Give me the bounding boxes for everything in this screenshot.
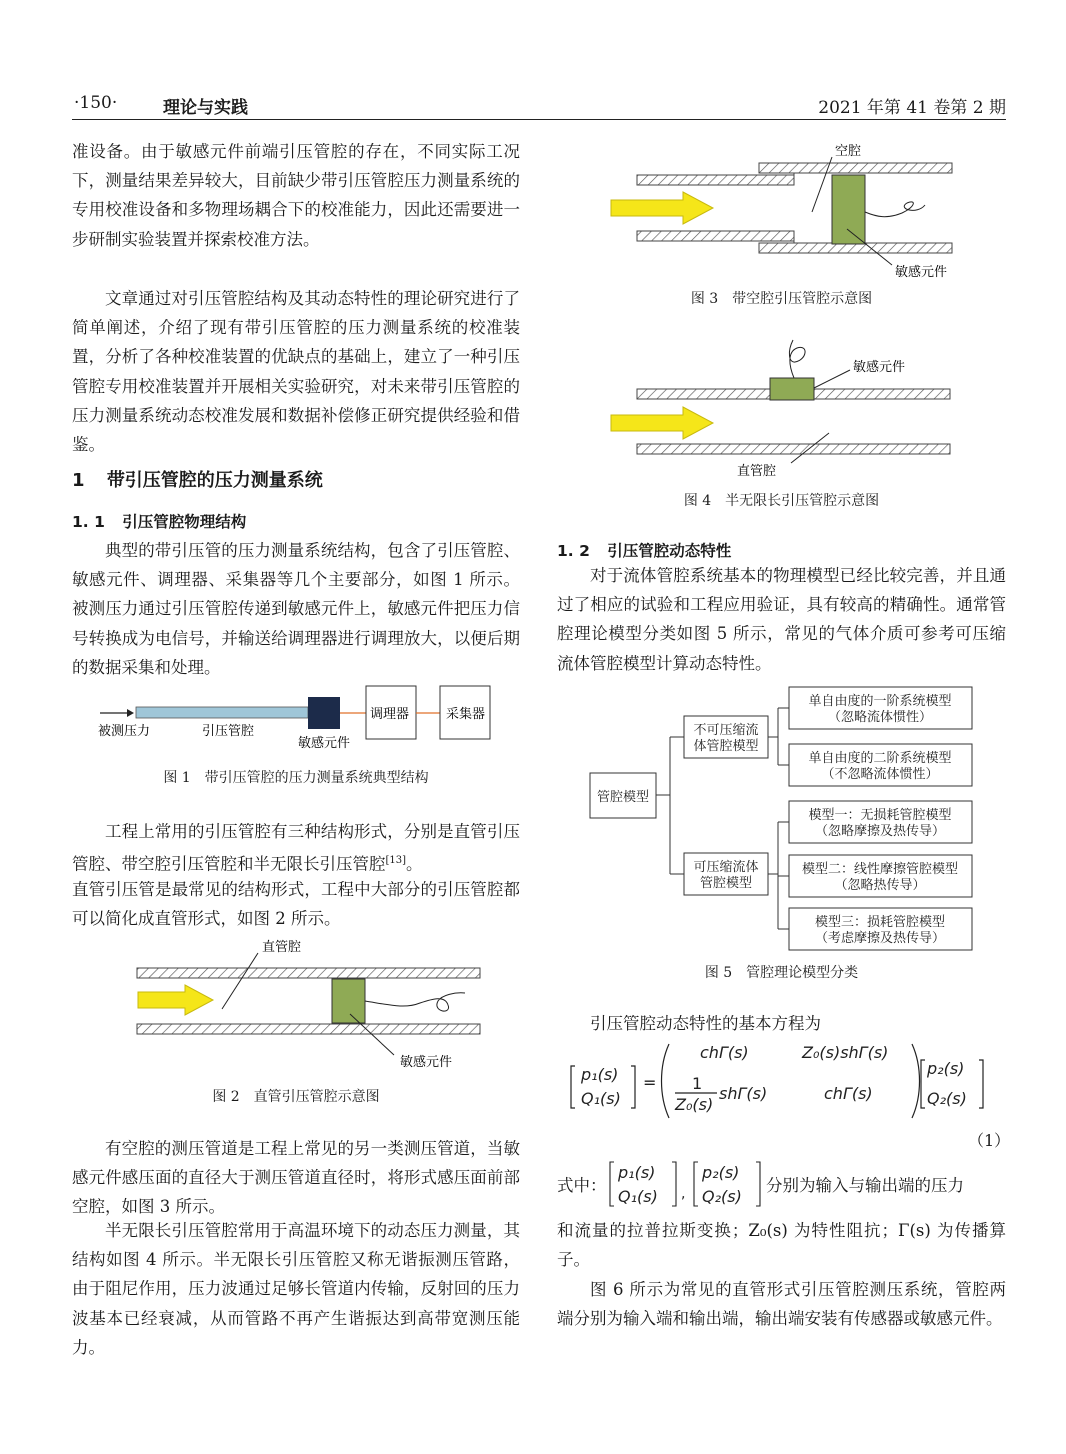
cavity-wall-top — [759, 163, 952, 173]
flow-arrow — [611, 192, 713, 224]
figure-1 — [72, 685, 520, 760]
figure-1-caption: 图 1 带引压管腔的压力测量系统典型结构 — [163, 770, 429, 786]
sensor-element — [832, 175, 865, 244]
paragraph-4-end: 。 — [406, 854, 423, 874]
bracket-right-open — [921, 1060, 925, 1108]
label-straight-tube: 直管腔 — [262, 940, 302, 955]
where-suffix: 分别为输入与输出端的压力 — [766, 1176, 964, 1195]
leaf-3-line2: （忽略摩擦及热传导） — [814, 824, 946, 839]
label-straight-tube: 直管腔 — [737, 464, 777, 479]
eq-m11: chΓ(s) — [700, 1043, 749, 1062]
where-p2: p₂(s) — [702, 1163, 740, 1182]
tube-bar — [136, 707, 308, 718]
where-prefix: 式中： — [557, 1176, 607, 1195]
where-comma: , — [681, 1186, 686, 1202]
issue-info: 2021 年第 41 卷第 2 期 — [818, 98, 1006, 118]
label-pressure: 被测压力 — [98, 724, 151, 739]
paragraph-4 — [72, 817, 520, 879]
tube-wall-bottom — [637, 444, 950, 454]
compressible-line1: 可压缩流体 — [693, 860, 759, 875]
sensor-wire — [365, 993, 465, 1011]
sensor-wire — [865, 202, 925, 217]
figure-5-caption: 图 5 管腔理论模型分类 — [704, 965, 859, 981]
eq-m21-den: Z₀(s) — [675, 1095, 714, 1114]
eq-m21-num: 1 — [692, 1074, 703, 1093]
figure-4 — [557, 330, 1006, 480]
leaf-4-line2: （忽略热传导） — [834, 878, 926, 893]
bracket-right-close — [979, 1060, 983, 1108]
sensor-block — [308, 697, 340, 729]
figure-4-caption: 图 4 半无限长引压管腔示意图 — [683, 493, 880, 509]
where-q1: Q₁(s) — [618, 1187, 658, 1206]
leaf-5-line2: （考虑摩擦及热传导） — [814, 931, 946, 946]
figure-2 — [100, 937, 520, 1072]
equation-intro: 引压管腔动态特性的基本方程为 — [590, 1014, 821, 1033]
subsection-number: 1. 1 — [72, 513, 105, 531]
label-collector: 采集器 — [446, 707, 486, 722]
leader-tube — [222, 953, 258, 1009]
label-sensor: 敏感元件 — [895, 265, 948, 280]
label-sensor: 敏感元件 — [400, 1055, 453, 1070]
label-conditioner: 调理器 — [370, 707, 410, 722]
leaf-3-line1: 模型一：无损耗管腔模型 — [808, 808, 952, 823]
journal-section: 理论与实践 — [163, 98, 248, 118]
flow-arrow — [611, 407, 713, 439]
paragraph-1: 准设备。由于敏感元件前端引压管腔的存在，不同实际工况下，测量结果差异较大，目前缺少带引压管腔压力测量系统的专用校准设备和多物理场耦合下的校准能力，因此还需要进一步研制实验装置并探索校准方法。 — [72, 142, 520, 249]
label-cavity: 空腔 — [835, 144, 862, 159]
paren-open — [662, 1044, 670, 1118]
paragraph-7: 半无限长引压管腔常用于高温环境下的动态压力测量，其结构如图 4 所示。半无限长引压管腔又称无谐振测压管路，由于阻尼作用，压力波通过足够长管道内传输，反射回的压力波基本已经衰减，从而管路不再产生谐振达到高带宽测压能力。 — [72, 1221, 520, 1357]
equation-1 — [557, 1036, 1006, 1124]
paren-close — [912, 1044, 920, 1118]
leader-sensor — [814, 370, 850, 388]
tube-wall-top — [637, 175, 794, 185]
page-number: ·150· — [74, 93, 118, 113]
eq-p2: p₂(s) — [927, 1059, 965, 1078]
leaf-2-line2: （不忽略流体惯性） — [821, 767, 939, 782]
tube-wall-bottom — [137, 1024, 480, 1034]
where-p1: p₁(s) — [618, 1163, 656, 1182]
incompressible-line1: 不可压缩流 — [693, 723, 759, 738]
label-sensor: 敏感元件 — [298, 736, 351, 751]
flow-arrow — [138, 985, 213, 1015]
label-sensor: 敏感元件 — [853, 360, 906, 375]
tube-wall-top — [137, 968, 480, 978]
citation-ref[interactable]: [13] — [385, 855, 407, 867]
leaf-1-line2: （忽略流体惯性） — [827, 710, 933, 725]
root-label: 管腔模型 — [596, 790, 650, 805]
section-1-2-heading — [557, 539, 731, 561]
section-1-1-heading — [72, 510, 246, 532]
paragraph-6: 有空腔的测压管道是工程上常见的另一类测压管道，当敏感元件感压面的直径大于测压管道直径时，将形式感压面前部空腔，如图 3 所示。 — [72, 1139, 520, 1217]
pressure-arrowhead — [127, 709, 134, 717]
paragraph-11: 图 6 所示为常见的直管形式引压管腔测压系统，管腔两端分别为输入端和输出端，输出端安装有传感器或敏感元件。 — [557, 1280, 1006, 1329]
paragraph-4-text: 工程上常用的引压管腔有三种结构形式，分别是直管引压管腔、带空腔引压管腔和半无限长引压管腔 — [72, 822, 520, 874]
subsection-title: 引压管腔物理结构 — [122, 513, 247, 531]
equation-number: （1） — [968, 1131, 1011, 1150]
figure-3-caption: 图 3 带空腔引压管腔示意图 — [690, 291, 873, 307]
incompressible-line2: 体管腔模型 — [693, 739, 759, 754]
section-1-heading — [72, 466, 323, 492]
paragraph-8: 对于流体管腔系统基本的物理模型已经比较完善，并且通过了相应的试验和工程应用验证，具有较高的精确性。通常管腔理论模型分类如图 5 所示，常见的气体介质可参考可压缩流体管腔模型计算动态特性。 — [557, 566, 1006, 673]
bracket-left-close — [631, 1066, 635, 1108]
eq-q2: Q₂(s) — [927, 1089, 967, 1108]
leaf-1-line1: 单自由度的一阶系统模型 — [808, 694, 952, 709]
eq-m22: chΓ(s) — [824, 1084, 873, 1103]
subsection-number: 1. 2 — [557, 542, 590, 560]
subsection-title: 引压管腔动态特性 — [607, 542, 732, 560]
section-number: 1 — [72, 470, 85, 491]
eq-m21-tail: shΓ(s) — [719, 1084, 768, 1103]
compressible-line2: 管腔模型 — [699, 876, 753, 891]
leaf-5-line1: 模型三：损耗管腔模型 — [814, 915, 946, 930]
sensor-element — [770, 378, 814, 400]
figure-3 — [557, 137, 1006, 282]
eq-q1: Q₁(s) — [581, 1089, 621, 1108]
leaf-2-line1: 单自由度的二阶系统模型 — [808, 751, 952, 766]
eq-equals: = — [643, 1073, 657, 1092]
sensor-wire — [789, 340, 805, 378]
leaf-4-line1: 模型二：线性摩擦管腔模型 — [801, 862, 959, 877]
tube-wall-bottom — [637, 231, 794, 241]
header-rule — [72, 119, 1006, 120]
figure-2-caption: 图 2 直管引压管腔示意图 — [212, 1089, 380, 1105]
eq-p1: p₁(s) — [581, 1065, 619, 1084]
where-vectors — [604, 1156, 764, 1212]
paragraph-2: 文章通过对引压管腔结构及其动态特性的理论研究进行了简单阐述，介绍了现有带引压管腔的压力测量系统的校准装置，分析了各种校准装置的优缺点的基础上，建立了一种引压管腔专用校准装置并开展相关实验研究，对未来带引压管腔的压力测量系统动态校准发展和数据补偿修正研究提供经验和借鉴。 — [72, 289, 520, 455]
where-q2: Q₂(s) — [702, 1187, 742, 1206]
section-title: 带引压管腔的压力测量系统 — [106, 470, 323, 491]
paragraph-10b: 和流量的拉普拉斯变换；Z₀(s) 为特性阻抗；Γ(s) 为传播算子。 — [557, 1221, 1006, 1270]
figure-5 — [557, 683, 1006, 953]
sensor-element — [332, 979, 365, 1023]
eq-m12: Z₀(s)shΓ(s) — [802, 1043, 889, 1062]
label-tube: 引压管腔 — [202, 724, 255, 739]
bracket-left-open — [571, 1066, 575, 1108]
paragraph-3: 典型的带引压管的压力测量系统结构，包含了引压管腔、敏感元件、调理器、采集器等几个主要部分，如图 1 所示。被测压力通过引压管腔传递到敏感元件上，敏感元件把压力信号转换成为电信号，并输送给调理器进行调理放大，以便后期的数据采集和处理。 — [72, 541, 520, 677]
paragraph-5: 直管引压管是最常见的结构形式，工程中大部分的引压管腔都可以简化成直管形式，如图 2 所示。 — [72, 880, 520, 929]
